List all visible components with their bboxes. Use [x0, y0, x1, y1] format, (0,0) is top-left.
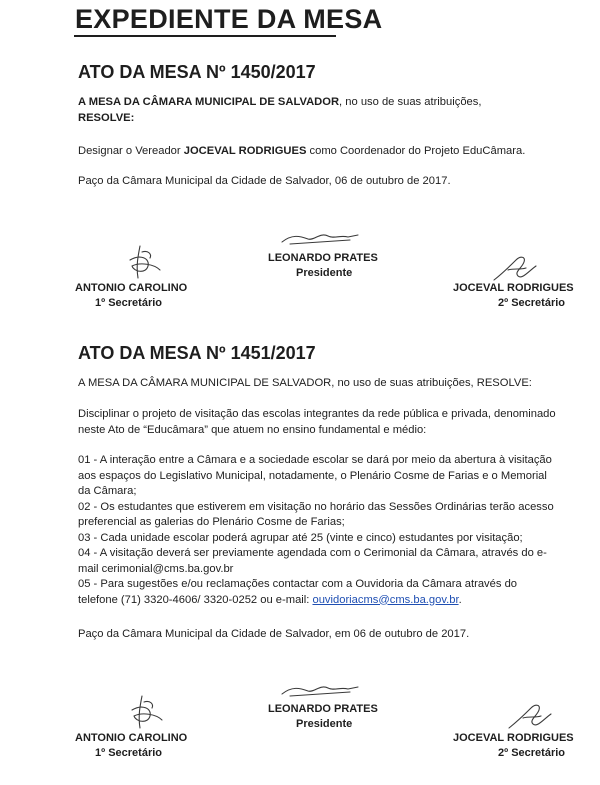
act2-second-secretary-name: JOCEVAL RODRIGUES: [453, 732, 574, 744]
act2-preamble: A MESA DA CÂMARA MUNICIPAL DE SALVADOR, no uso de suas atribuições, RESOLVE:: [78, 377, 532, 389]
act1-preamble-rest: , no uso de suas atribuições,: [339, 96, 482, 108]
act2-title: ATO DA MESA Nº 1451/2017: [78, 343, 316, 363]
act2-discipline: Disciplinar o projeto de visitação das escolas integrantes da rede pública e privada, denominado neste Ato de “Educâmara” que atuem no ensino fundamental e médio:: [78, 408, 556, 436]
act1-designate-post: como Coordenador do Projeto EduCâmara.: [306, 145, 526, 157]
president-signature-2: [280, 680, 360, 700]
act1-second-secretary-role: 2º Secretário: [498, 297, 565, 309]
act2-first-secretary-name: ANTONIO CAROLINO: [75, 732, 188, 744]
act2-item-5: [78, 577, 558, 608]
act1-preamble: [78, 95, 558, 126]
first-secretary-signature-2: [122, 694, 172, 734]
act1-designate-pre: Designar o Vereador: [78, 145, 184, 157]
act1-preamble-bold: A MESA DA CÂMARA MUNICIPAL DE SALVADOR: [78, 96, 340, 108]
president-signature-1: [280, 228, 360, 248]
act1-place-date: Paço da Câmara Municipal da Cidade de Salvador, 06 de outubro de 2017.: [78, 175, 451, 187]
act2-president-name: LEONARDO PRATES: [268, 703, 378, 715]
act2-item-2: 02 - Os estudantes que estiverem em visitação no horário das Sessões Ordinárias terão acesso preferencial as galerias do Plenário Cosme de Farias;: [78, 500, 554, 528]
act2-place-date: Paço da Câmara Municipal da Cidade de Salvador, em 06 de outubro de 2017.: [78, 628, 470, 640]
first-secretary-signature-1: [120, 244, 170, 284]
second-secretary-signature-1: [490, 252, 540, 286]
act1-first-secretary-name: ANTONIO CAROLINO: [75, 282, 188, 294]
act2-first-secretary-role: 1º Secretário: [95, 747, 162, 759]
act1-title: ATO DA MESA Nº 1450/2017: [78, 62, 316, 82]
act1-first-secretary-role: 1º Secretário: [95, 297, 162, 309]
act1-second-secretary-name: JOCEVAL RODRIGUES: [453, 282, 574, 294]
act2-item-1: 01 - A interação entre a Câmara e a sociedade escolar se dará por meio da abertura à visitação aos espaços do Legislativo Municipal, notadamente, o Plenário Cosme de Farias e o Memorial da Câmara;: [78, 454, 552, 497]
title-underline: [74, 35, 336, 37]
act1-designation: [78, 144, 558, 160]
act2-item-5-text: 05 - Para sugestões e/ou reclamações contactar com a Ouvidoria da Câmara através do telefone (71) 3320-4606/ 3320-0252 ou e-mail:: [78, 578, 518, 606]
act2-item-4: 04 - A visitação deverá ser previamente agendada com o Cerimonial da Câmara, através do e-mail cerimonial@cms.ba.gov.br: [78, 547, 547, 575]
act2-item-5-end: .: [458, 593, 462, 606]
act1-designate-name: JOCEVAL RODRIGUES: [183, 145, 307, 157]
act2-second-secretary-role: 2º Secretário: [498, 747, 565, 759]
act2-president-role: Presidente: [296, 718, 353, 730]
ouvidoria-email-link[interactable]: ouvidoriacms@cms.ba.gov.br: [312, 593, 459, 606]
act1-president-role: Presidente: [296, 267, 353, 279]
page-title: EXPEDIENTE DA MESA: [75, 4, 383, 34]
act1-resolve: RESOLVE:: [78, 111, 135, 124]
act1-president-name: LEONARDO PRATES: [268, 252, 378, 264]
second-secretary-signature-2: [505, 700, 555, 734]
act2-items: [78, 453, 558, 608]
act2-item-3: 03 - Cada unidade escolar poderá agrupar até 25 (vinte e cinco) estudantes por visitação;: [78, 531, 523, 544]
